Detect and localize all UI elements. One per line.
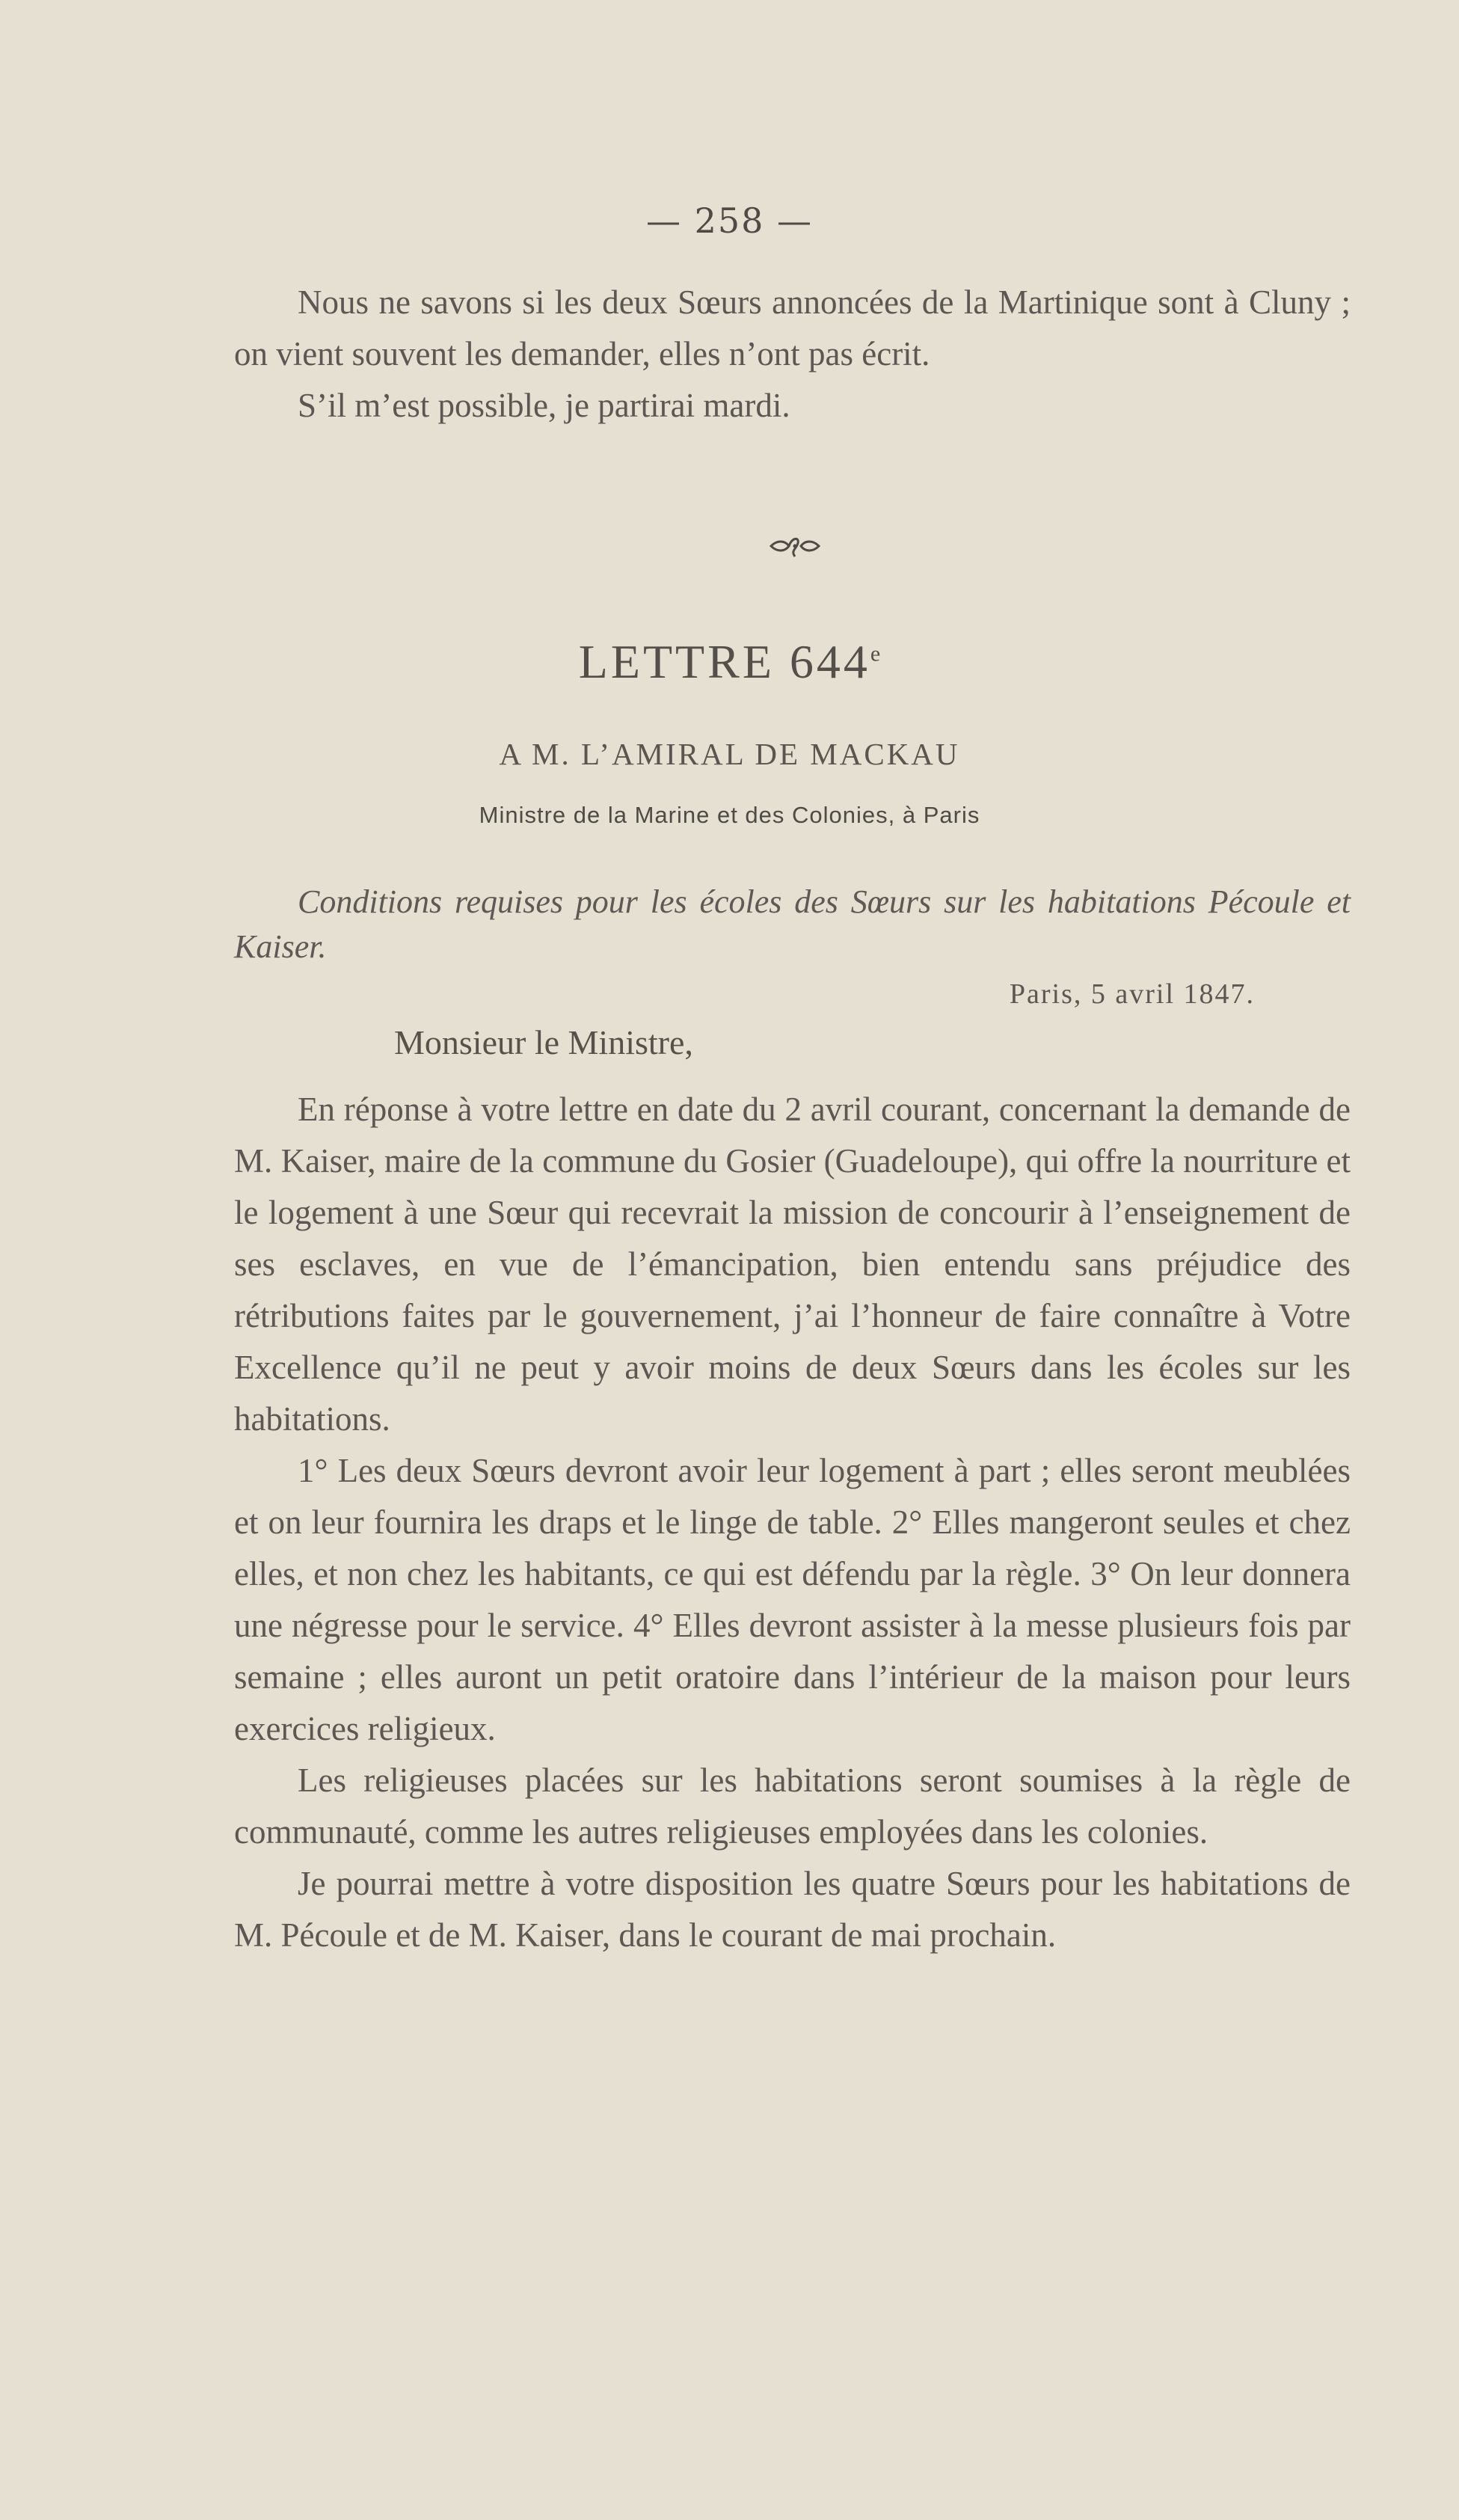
letter-paragraph: 1° Les deux Sœurs devront avoir leur logement à part ; elles seront meublées et on leur fournira les draps et le linge de table. 2° Elles mangeront seules et chez elles, et non chez les habitants, ce qui est défendu par la règle. 3° On leur donnera une négresse pour le service. 4° Elles devront assister à la messe plusieurs fois par semaine ; elles auront un petit oratoire dans l’intérieur de la maison pour leurs exercices religieux.	[234, 1452, 1351, 1747]
letter-title-text: LETTRE 644	[578, 635, 870, 688]
letter-title	[0, 634, 1459, 690]
letter-title-sup: e	[870, 641, 881, 666]
letter-dateline: Paris, 5 avril 1847.	[1009, 978, 1255, 1010]
page-number: — 258 —	[645, 200, 814, 241]
continuation-paragraph: S’il m’est possible, je partirai mardi.	[298, 387, 790, 424]
letter-paragraph: Les religieuses placées sur les habitations seront soumises à la règle de communauté, comme les autres religieuses employées dans les colonies.	[234, 1762, 1351, 1851]
continuation-paragraph: Nous ne savons si les deux Sœurs annoncées de la Martinique sont à Cluny ; on vient souvent les demander, elles n’ont pas écrit.	[234, 283, 1351, 373]
letter-salutation: Monsieur le Ministre,	[394, 1023, 693, 1061]
letter-body	[234, 1084, 1351, 1961]
letter-subtitle: Ministre de la Marine et des Colonies, à Paris	[479, 802, 980, 828]
letter-addressee: A M. L’AMIRAL DE MACKAU	[499, 737, 960, 771]
continuation-text	[234, 277, 1351, 432]
letter-summary-text: Conditions requises pour les écoles des Sœurs sur les habitations Pécoule et Kaiser.	[234, 883, 1351, 965]
letter-paragraph: En réponse à votre lettre en date du 2 avril courant, concernant la demande de M. Kaiser, maire de la commune du Gosier (Guadeloupe), qui offre la nourriture et le logement à une Sœur qui recevrait la mission de concourir à l’enseignement de ses esclaves, en vue de l’émancipation, bien entendu sans préjudice des rétributions faites par le gouvernement, j’ai l’honneur de faire connaître à Votre Excellence qu’il ne peut y avoir moins de deux Sœurs dans les écoles sur les habitations.	[234, 1091, 1351, 1438]
letter-paragraph: Je pourrai mettre à votre disposition les quatre Sœurs pour les habitations de M. Pécoule et de M. Kaiser, dans le courant de mai prochain.	[234, 1865, 1351, 1954]
fleuron-ornament-icon	[768, 533, 822, 560]
letter-summary	[234, 880, 1351, 969]
